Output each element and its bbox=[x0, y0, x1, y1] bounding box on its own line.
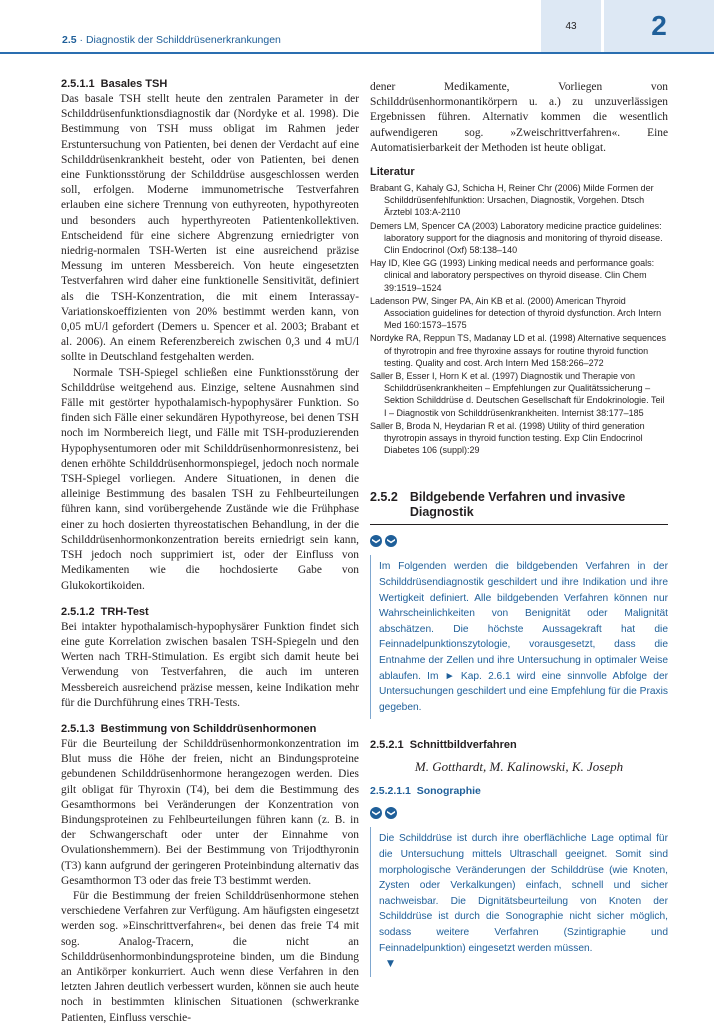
heading-schnittbildverfahren: 2.5.2.1 Schnittbildverfahren bbox=[370, 739, 517, 752]
reference-list bbox=[370, 182, 668, 456]
reference-item: Saller B, Broda N, Heydarian R et al. (1998) Utility of third generation thyrotropin assays in thyroid function testing. Exp Clin Endocrinol Diabetes 106 (suppl):29 bbox=[370, 420, 645, 456]
section-heading-bildgebende-verfahren bbox=[370, 490, 668, 525]
running-head-separator: · bbox=[79, 34, 84, 46]
reference-item: Nordyke RA, Reppun TS, Madanay LD et al. (1998) Alternative sequences of thyrotropin and free thyroxine assays for routine thyroid function testing. Quality and cost. Arch Intern Med 158:266–272 bbox=[370, 333, 666, 368]
paragraph-continuation: dener Medikamente, Vorliegen von Schilddrüsenhormonantikörpern u. a.) zu unzuverlässigen Ergebnissen führen. Alternativ kommen die wesentlich aufwendigeren sog. »Zweischrittverfahren«. Eine Automatisierbarkeit der Methoden ist heute obligat. bbox=[370, 81, 668, 154]
reference-item: Saller B, Esser I, Horn K et al. (1997) Diagnostik und Therapie von Schilddrüsenkrankheiten – Empfehlungen zur Qualitätssicherung – Sektion Schilddrüse d. Deutschen Gesellschaft für Endokrinologie. Teil I – Diagnostik von Schilddrüsenkrankheiten. Internist 38:177–185 bbox=[370, 371, 665, 418]
chevron-down-icon: ❯ bbox=[370, 807, 382, 819]
arrow-down-icon: ▼ bbox=[387, 959, 394, 970]
header-rule bbox=[0, 52, 714, 54]
paragraph: Bei intakter hypothalamisch-hypophysärer Funktion findet sich eine gute Korrelation zwischen basalen TSH-Spiegeln und den Werten nach TRH-Stimulation. Es ergibt sich damit heute bei Verwendung von Testverfahren, die auch im unteren Messbereich ausreichend präzise messen, keine Indikation mehr für die Durchführung eines TRH-Tests. bbox=[61, 620, 359, 709]
paragraph: Das basale TSH stellt heute den zentralen Parameter in der Schilddrüsenfunktionsdiagnostik dar (Nordyke et al. 1998). Die Bestimmung von TSH muss obligat im Rahmen jeder Erstuntersuchung von Patienten, bei denen der Verdacht auf eine Schilddrüsenkrankheit besteht, oder von Patienten, bei denen eine Funktionsstörung der Schilddrüse ausgeschlossen werden soll, erfolgen. Moderne immunometrische Testverfahren erlauben eine sichere Trennung von euthyreoten, hypothyreoten und besonders auch hyperthyreoten Patientenkollektiven. Entscheidend für eine sichere Abgrenzung erniedrigter von niedrig-normalen TSH-Werten ist eine ausreichend präzise Messung im unteren Messbereich. Von heute eingesetzten Testverfahren wird daher eine funktionelle Sensitivität, definiert als die TSH-Konzentration, die mit einem Interassay-Variationskoeffizienten von 20% bestimmt werden kann, von 0,05 mU/l gefordert (Demers u. Spencer et al. 2003; Brabant et al. 2006). An einem Referenzbereich zwischen 0,3 und 4 mU/l sollte in Deutschland festgehalten werden. bbox=[61, 93, 359, 364]
literature-heading: Literatur bbox=[370, 166, 415, 179]
abstract-box: Die Schilddrüse ist durch ihre oberflächliche Lage optimal für die Untersuchung mittels Ultraschall geeignet. Somit sind morphologische Veränderungen der Schilddrüse (wie Knoten, Zysten oder Verkalkungen) einfach, schnell und sicher nachweisbar. Die Dignitätsbeurteilung von Knoten der Schilddrüse ist durch die Sonographie nicht sicher möglich, sodass weitere Verfahren (Szintigraphie und Feinnadelpunktion) eingesetzt werden müssen. ▼ bbox=[370, 827, 668, 976]
right-column bbox=[370, 80, 668, 977]
heading-sonographie: 2.5.2.1.1 Sonographie bbox=[370, 785, 481, 798]
section-title: Bildgebende Verfahren und invasive Diagnostik bbox=[409, 490, 626, 520]
reference-item: Brabant G, Kahaly GJ, Schicha H, Reiner Chr (2006) Milde Formen der Schilddrüsenfehlfunktion: Ursachen, Diagnostik, Vorgehen. Dtsch Ärztebl 103:A-2110 bbox=[370, 183, 654, 218]
paragraph: Für die Bestimmung der freien Schilddrüsenhormone stehen verschiedene Verfahren zur Verfügung. Am häufigsten eingesetzt werden sog. »Einschrittverfahren«, bei denen das freie T4 mit sog. Analog-Tracern, die nicht an Schilddrüsenhormonbindungsproteine binden, um die Bindung an Antikörper konkurriert. Auch wenn diese Verfahren in den letzten Jahren deutlich verbessert wurden, können sie auch heute noch in bestimmten klinischen Situationen (schwerkranke Patienten, Einfluss verschie- bbox=[61, 889, 359, 1024]
chevron-group bbox=[370, 535, 668, 547]
chevron-down-icon: ❯ bbox=[385, 535, 397, 547]
heading-trh-test: 2.5.1.2 TRH-Test bbox=[61, 605, 149, 618]
chevron-down-icon: ❯ bbox=[385, 807, 397, 819]
paragraph: Normale TSH-Spiegel schließen eine Funktionsstörung der Schilddrüse weitgehend aus. Einzige, seltene Ausnahmen sind Fälle mit gestörter hypothalamisch-hypophysärer Funktion. So finden sich Fälle einer sekundären Hypothyreose, bei denen TSH noch im Normbereich liegt, und Fälle mit TSH-produzierenden Hypophysentumoren oder mit Schilddrüsenhormonresistenz, bei denen erhöhte Schilddrüsenhormonspiegel, jedoch noch normale TSH-Spiegel vorliegen. Andere Situationen, in denen die alleinige Bestimmung des basalen TSH zu Fehlbeurteilungen führen kann, sind vorübergehende Zustände wie die Frühphase einer zu hoch dosierten thyreostatischen Behandlung, in der die Schilddrüsenhormonkonzentration bereits erniedrigt sein kann, TSH jedoch noch supprimiert ist, oder der Einfluss von Medikamenten wie die hochdosierte Gabe von Glukokortikoiden. bbox=[61, 366, 359, 592]
running-head-section-number: 2.5 bbox=[62, 34, 77, 46]
running-head bbox=[62, 34, 281, 46]
page-header bbox=[0, 0, 714, 52]
left-column bbox=[61, 78, 359, 1026]
page-number: 43 bbox=[541, 0, 601, 52]
running-head-title: Diagnostik der Schilddrüsenerkrankungen bbox=[85, 34, 281, 46]
chapter-number: 2 bbox=[604, 0, 714, 52]
paragraph: Für die Beurteilung der Schilddrüsenhormonkonzentration im Blut muss die Höhe der freien, nicht an Bindungsproteine gebundenen Schilddrüsenhormone herangezogen werden. Dies gilt obligat für Thyroxin (T4), bei dem die Bestimmung des Gesamthormons bei Veränderungen der Konzentration von Bindungsproteinen zu Fehlbeurteilungen führen kann (z. B. in der Schwangerschaft oder unter der Einnahme von Ovulationshemmern). Bei der Bestimmung von Trijodthyronin (T3) kann aufgrund der geringeren Proteinbindung alternativ das Gesamthormon T3 oder das freie T3 bestimmt werden. bbox=[61, 737, 359, 887]
authors: M. Gotthardt, M. Kalinowski, K. Joseph bbox=[414, 759, 624, 775]
abstract-box: Im Folgenden werden die bildgebenden Verfahren in der Schilddrüsendiagnostik geschildert und ihre Indikation und ihre Wertigkeit definiert. Alle bildgebenden Verfahren können nur Wahrscheinlichkeiten von Benignität oder Malignität abschätzen. Die höchste Aussagekraft hat die Feinnadelpunktionszytologie, vorausgesetzt, dass die Entnahme der Zellen und ihre Untersuchung in optimaler Weise ablaufen. Im ► Kap. 2.6.1 wird eine sinnvolle Abfolge der Untersuchungen geschildert und eine Empfehlung für die Praxis gegeben. bbox=[370, 555, 668, 719]
chevron-group bbox=[370, 807, 668, 819]
reference-item: Demers LM, Spencer CA (2003) Laboratory medicine practice guidelines: laboratory support for the diagnosis and monitoring of thyroid disease. Clin Endocrinol (Oxf) 58:138–140 bbox=[370, 220, 663, 256]
chevron-down-icon: ❯ bbox=[370, 535, 382, 547]
heading-basales-tsh: 2.5.1.1 Basales TSH bbox=[61, 78, 168, 90]
reference-item: Hay ID, Klee GG (1993) Linking medical needs and performance goals: clinical and laboratory perspectives on thyroid disease. Clin Chem 39:1519–1524 bbox=[370, 258, 655, 293]
heading-schilddruesenhormone: 2.5.1.3 Bestimmung von Schilddrüsenhormonen bbox=[61, 722, 317, 735]
section-number: 2.5.2 bbox=[370, 490, 398, 505]
reference-item: Ladenson PW, Singer PA, Ain KB et al. (2000) American Thyroid Association guidelines for detection of thyroid dysfunction. Arch Intern Med 160:1573–1575 bbox=[370, 295, 662, 331]
